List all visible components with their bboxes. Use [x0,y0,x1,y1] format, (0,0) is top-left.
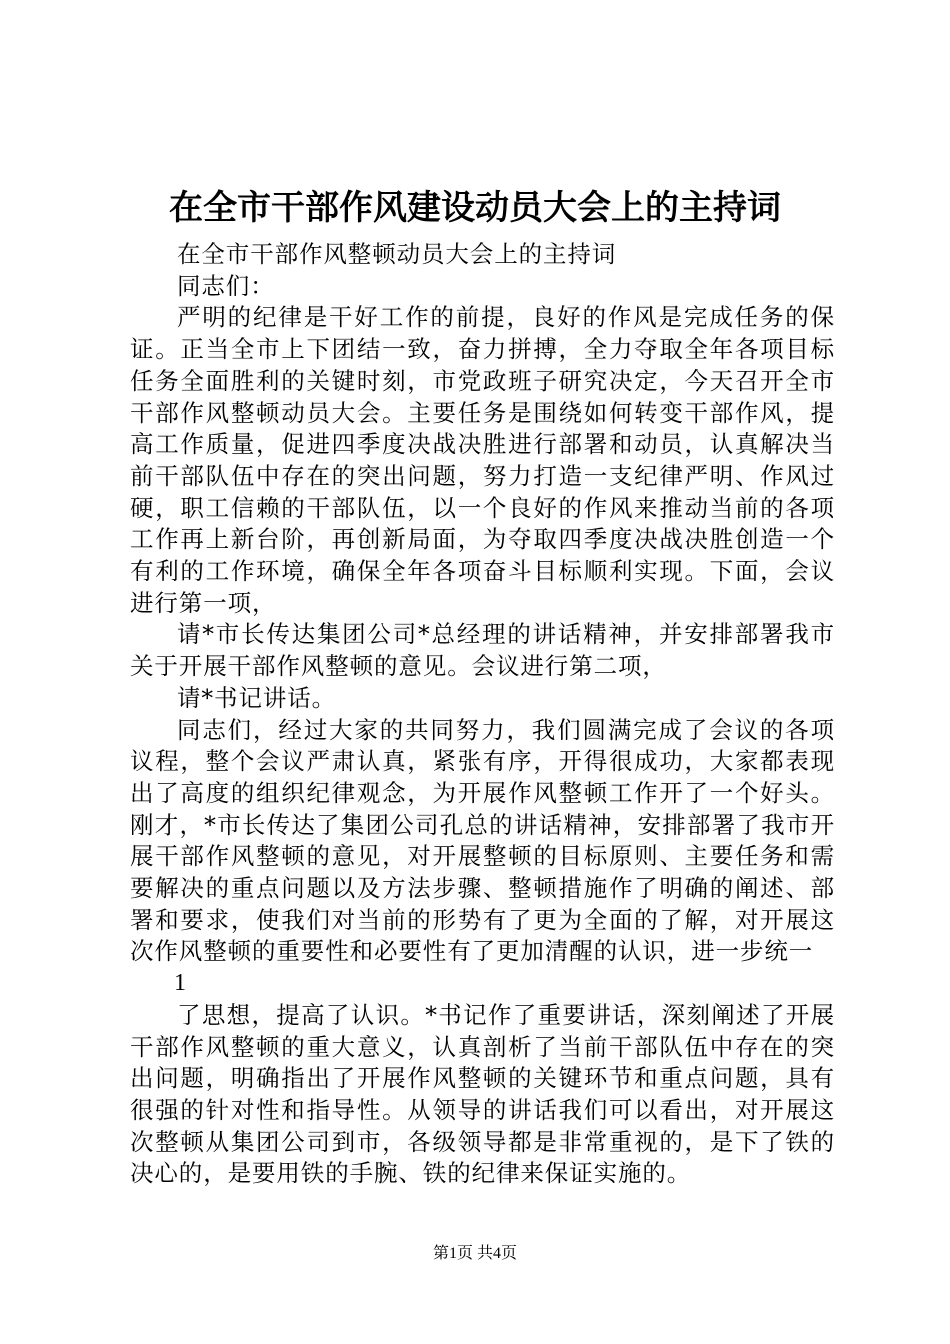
document-body [130,239,835,1190]
body-paragraph: 同志们，经过大家的共同努力，我们圆满完成了会议的各项议程，整个会议严肃认真，紧张有序，开得很成功，大家都表现出了高度的组织纪律观念，为开展作风整顿工作开了一个好头。刚才，*市长传达了集团公司孔总的讲话精神，安排部署了我市开展干部作风整顿的意见，对开展整顿的目标原则、主要任务和需要解决的重点问题以及方法步骤、整顿措施作了明确的阐述、部署和要求，使我们对当前的形势有了更为全面的了解，对开展这次作风整顿的重要性和必要性有了更加清醒的认识，进一步统一 [130,715,835,966]
inline-page-number: 1 [174,970,187,997]
salutation-paragraph: 同志们： [177,271,275,300]
continuation-paragraph: 了思想，提高了认识。*书记作了重要讲话，深刻阐述了开展干部作风整顿的重大意义，认真剖析了当前干部队伍中存在的突出问题，明确指出了开展作风整顿的关键环节和重点问题，具有很强的针对性和指导性。从领导的讲话我们可以看出，对开展这次整顿从集团公司到市，各级领导都是非常重视的，是下了铁的决心的，是要用铁的手腕、铁的纪律来保证实施的。 [130,1000,835,1188]
page-footer: 第1页 共4页 [432,1245,517,1262]
document-title: 在全市干部作风建设动员大会上的主持词 [169,188,781,228]
body-paragraph: 请*书记讲话。 [177,683,337,712]
subtitle-paragraph: 在全市干部作风整顿动员大会上的主持词 [177,240,617,268]
body-paragraph: 请*市长传达集团公司*总经理的讲话精神，并安排部署我市关于开展干部作风整顿的意见。会议进行第二项， [130,620,835,681]
body-paragraph: 严明的纪律是干好工作的前提，良好的作风是完成任务的保证。正当全市上下团结一致，奋力拼搏，全力夺取全年各项目标任务全面胜利的关键时刻，市党政班子研究决定，今天召开全市干部作风整顿动员大会。主要任务是围绕如何转变干部作风，提高工作质量，促进四季度决战决胜进行部署和动员，认真解决当前干部队伍中存在的突出问题，努力打造一支纪律严明、作风过硬，职工信赖的干部队伍，以一个良好的作风来推动当前的各项工作再上新台阶，再创新局面，为夺取四季度决战决胜创造一个有利的工作环境，确保全年各项奋斗目标顺利实现。下面，会议进行第一项， [130,303,835,617]
